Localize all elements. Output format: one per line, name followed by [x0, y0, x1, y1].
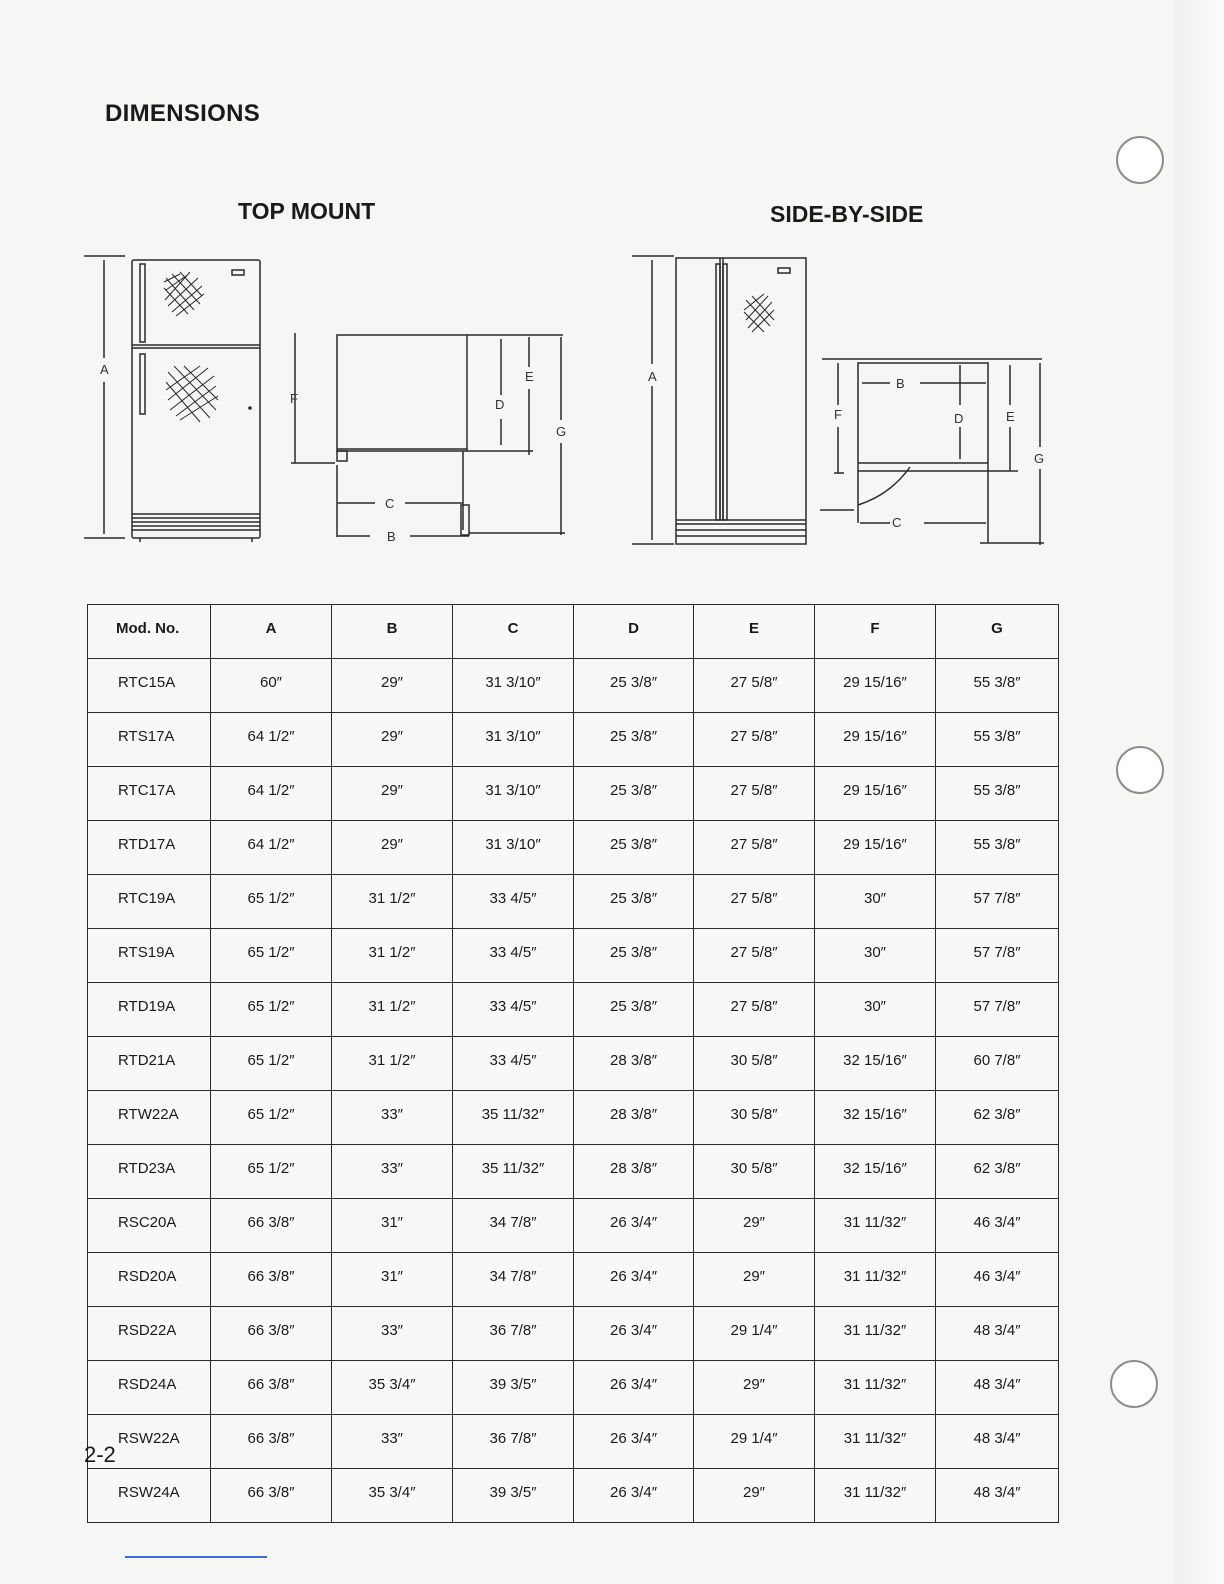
model-number-cell: RTD17A — [88, 821, 211, 875]
dimension-cell: 29″ — [694, 1469, 815, 1523]
bottom-blue-mark — [125, 1556, 267, 1558]
dimension-cell: 36 7/8″ — [453, 1415, 574, 1469]
dimension-cell: 29″ — [332, 767, 453, 821]
dimension-cell: 25 3/8″ — [574, 929, 694, 983]
top-mount-label-d: D — [495, 397, 505, 412]
dimension-cell: 31 11/32″ — [815, 1307, 936, 1361]
dimension-cell: 31 3/10″ — [453, 713, 574, 767]
side-by-side-label-b: B — [896, 376, 905, 391]
dimension-cell: 31 1/2″ — [332, 875, 453, 929]
dimension-cell: 39 3/5″ — [453, 1361, 574, 1415]
dimension-cell: 33″ — [332, 1145, 453, 1199]
dimension-cell: 29 1/4″ — [694, 1307, 815, 1361]
top-mount-side-diagram — [285, 325, 575, 550]
dimension-cell: 27 5/8″ — [694, 983, 815, 1037]
dimensions-table-body — [88, 659, 1059, 1523]
table-row — [88, 821, 1059, 875]
dimension-cell: 66 3/8″ — [211, 1199, 332, 1253]
table-row — [88, 1361, 1059, 1415]
dimension-cell: 66 3/8″ — [211, 1415, 332, 1469]
dimension-cell: 29″ — [694, 1199, 815, 1253]
dimension-cell: 33 4/5″ — [453, 929, 574, 983]
table-row — [88, 1469, 1059, 1523]
header-row — [88, 605, 1059, 659]
top-mount-title: TOP MOUNT — [238, 198, 376, 224]
dimension-cell: 27 5/8″ — [694, 821, 815, 875]
dimension-cell: 29″ — [694, 1253, 815, 1307]
dimension-cell: 31″ — [332, 1253, 453, 1307]
dimension-cell: 55 3/8″ — [936, 659, 1059, 713]
dimension-cell: 57 7/8″ — [936, 929, 1059, 983]
side-by-side-label-g: G — [1034, 451, 1045, 466]
dimension-cell: 26 3/4″ — [574, 1253, 694, 1307]
dimension-cell: 33″ — [332, 1091, 453, 1145]
column-header: F — [815, 605, 936, 659]
dimension-cell: 26 3/4″ — [574, 1307, 694, 1361]
model-number-cell: RTD23A — [88, 1145, 211, 1199]
dimension-cell: 28 3/8″ — [574, 1037, 694, 1091]
table-row — [88, 767, 1059, 821]
dimension-cell: 62 3/8″ — [936, 1145, 1059, 1199]
table-row — [88, 1037, 1059, 1091]
page-title: DIMENSIONS — [105, 100, 261, 127]
dimension-cell: 29″ — [694, 1361, 815, 1415]
dimension-cell: 31 1/2″ — [332, 1037, 453, 1091]
dimension-cell: 32 15/16″ — [815, 1037, 936, 1091]
model-number-cell: RTC17A — [88, 767, 211, 821]
dimension-cell: 29″ — [332, 821, 453, 875]
model-number-cell: RSW22A — [88, 1415, 211, 1469]
model-number-cell: RTS17A — [88, 713, 211, 767]
dimension-cell: 30″ — [815, 929, 936, 983]
dimension-cell: 29 15/16″ — [815, 713, 936, 767]
binder-hole-bottom — [1110, 1360, 1158, 1408]
dimension-cell: 66 3/8″ — [211, 1469, 332, 1523]
dimension-cell: 28 3/8″ — [574, 1091, 694, 1145]
dimension-cell: 65 1/2″ — [211, 875, 332, 929]
table-row — [88, 1253, 1059, 1307]
dimension-cell: 48 3/4″ — [936, 1469, 1059, 1523]
side-by-side-label-c: C — [892, 515, 902, 530]
dimension-cell: 33 4/5″ — [453, 875, 574, 929]
column-header: A — [211, 605, 332, 659]
table-row — [88, 1415, 1059, 1469]
dimension-cell: 46 3/4″ — [936, 1253, 1059, 1307]
dimensions-table-header — [88, 605, 1059, 659]
dimension-cell: 31″ — [332, 1199, 453, 1253]
page-edge — [1174, 0, 1224, 1584]
model-number-cell: RSD20A — [88, 1253, 211, 1307]
dimension-cell: 65 1/2″ — [211, 1145, 332, 1199]
dimension-cell: 28 3/8″ — [574, 1145, 694, 1199]
dimension-cell: 25 3/8″ — [574, 821, 694, 875]
dimension-cell: 31 11/32″ — [815, 1415, 936, 1469]
dimension-cell: 25 3/8″ — [574, 875, 694, 929]
model-number-cell: RTW22A — [88, 1091, 211, 1145]
dimension-cell: 31 11/32″ — [815, 1199, 936, 1253]
top-mount-label-b: B — [387, 529, 396, 544]
dimension-cell: 33 4/5″ — [453, 983, 574, 1037]
dimension-cell: 39 3/5″ — [453, 1469, 574, 1523]
model-number-cell: RSD24A — [88, 1361, 211, 1415]
dimension-cell: 31 11/32″ — [815, 1253, 936, 1307]
dimension-cell: 30 5/8″ — [694, 1091, 815, 1145]
dimension-cell: 31 3/10″ — [453, 767, 574, 821]
table-row — [88, 1199, 1059, 1253]
dimension-cell: 29″ — [332, 659, 453, 713]
model-number-cell: RTD21A — [88, 1037, 211, 1091]
dimension-cell: 29″ — [332, 713, 453, 767]
dimension-cell: 27 5/8″ — [694, 929, 815, 983]
dimension-cell: 25 3/8″ — [574, 767, 694, 821]
dimension-cell: 64 1/2″ — [211, 713, 332, 767]
table-row — [88, 983, 1059, 1037]
binder-hole-middle — [1116, 746, 1164, 794]
side-by-side-label-a: A — [648, 369, 657, 384]
dimension-cell: 33 4/5″ — [453, 1037, 574, 1091]
dimension-cell: 35 11/32″ — [453, 1091, 574, 1145]
model-number-cell: RSW24A — [88, 1469, 211, 1523]
dimension-cell: 66 3/8″ — [211, 1253, 332, 1307]
dimension-cell: 31 3/10″ — [453, 659, 574, 713]
model-number-cell: RSD22A — [88, 1307, 211, 1361]
dimension-cell: 25 3/8″ — [574, 983, 694, 1037]
table-row — [88, 1307, 1059, 1361]
table-row — [88, 929, 1059, 983]
dimension-cell: 31 1/2″ — [332, 929, 453, 983]
dimension-cell: 65 1/2″ — [211, 983, 332, 1037]
dimension-cell: 29 1/4″ — [694, 1415, 815, 1469]
dimensions-table — [87, 604, 1059, 1523]
dimension-cell: 27 5/8″ — [694, 875, 815, 929]
side-by-side-front-diagram — [628, 250, 818, 550]
dimension-cell: 66 3/8″ — [211, 1307, 332, 1361]
dimension-cell: 65 1/2″ — [211, 1091, 332, 1145]
dimension-cell: 48 3/4″ — [936, 1415, 1059, 1469]
dimension-cell: 27 5/8″ — [694, 659, 815, 713]
dimension-cell: 25 3/8″ — [574, 713, 694, 767]
dimension-cell: 32 15/16″ — [815, 1145, 936, 1199]
top-mount-front-diagram — [80, 250, 270, 550]
dimension-cell: 31 11/32″ — [815, 1469, 936, 1523]
table-row — [88, 1091, 1059, 1145]
dimension-cell: 25 3/8″ — [574, 659, 694, 713]
model-number-cell: RTC19A — [88, 875, 211, 929]
binder-hole-top — [1116, 136, 1164, 184]
column-header: E — [694, 605, 815, 659]
dimension-cell: 33″ — [332, 1415, 453, 1469]
dimension-cell: 30″ — [815, 875, 936, 929]
side-by-side-title: SIDE-BY-SIDE — [770, 201, 924, 227]
page-number: 2-2 — [84, 1442, 116, 1467]
dimension-cell: 62 3/8″ — [936, 1091, 1059, 1145]
dimension-cell: 29 15/16″ — [815, 821, 936, 875]
side-by-side-top-diagram — [820, 355, 1050, 550]
dimension-cell: 46 3/4″ — [936, 1199, 1059, 1253]
column-header: C — [453, 605, 574, 659]
dimension-cell: 34 7/8″ — [453, 1253, 574, 1307]
dimension-cell: 26 3/4″ — [574, 1361, 694, 1415]
dimension-cell: 33″ — [332, 1307, 453, 1361]
dimension-cell: 26 3/4″ — [574, 1199, 694, 1253]
side-by-side-label-f: F — [834, 407, 842, 422]
dimension-cell: 64 1/2″ — [211, 821, 332, 875]
column-header: G — [936, 605, 1059, 659]
column-header: B — [332, 605, 453, 659]
table-row — [88, 1145, 1059, 1199]
table-row — [88, 713, 1059, 767]
dimension-cell: 32 15/16″ — [815, 1091, 936, 1145]
top-mount-label-f: F — [290, 391, 298, 406]
dimension-cell: 36 7/8″ — [453, 1307, 574, 1361]
dimension-cell: 57 7/8″ — [936, 875, 1059, 929]
dimension-cell: 35 11/32″ — [453, 1145, 574, 1199]
model-number-cell: RSC20A — [88, 1199, 211, 1253]
dimension-cell: 26 3/4″ — [574, 1469, 694, 1523]
dimension-cell: 34 7/8″ — [453, 1199, 574, 1253]
dimension-cell: 66 3/8″ — [211, 1361, 332, 1415]
dimension-cell: 65 1/2″ — [211, 1037, 332, 1091]
dimension-cell: 30 5/8″ — [694, 1037, 815, 1091]
table-row — [88, 875, 1059, 929]
column-header: Mod. No. — [88, 605, 211, 659]
dimension-cell: 35 3/4″ — [332, 1361, 453, 1415]
dimension-cell: 48 3/4″ — [936, 1361, 1059, 1415]
dimension-cell: 29 15/16″ — [815, 659, 936, 713]
model-number-cell: RTC15A — [88, 659, 211, 713]
dimension-cell: 65 1/2″ — [211, 929, 332, 983]
dimension-cell: 55 3/8″ — [936, 767, 1059, 821]
dimension-cell: 35 3/4″ — [332, 1469, 453, 1523]
dimension-cell: 29 15/16″ — [815, 767, 936, 821]
dimension-cell: 48 3/4″ — [936, 1307, 1059, 1361]
dimension-cell: 57 7/8″ — [936, 983, 1059, 1037]
column-header: D — [574, 605, 694, 659]
side-by-side-label-e: E — [1006, 409, 1015, 424]
dimension-cell: 31 1/2″ — [332, 983, 453, 1037]
dimension-cell: 64 1/2″ — [211, 767, 332, 821]
dimension-cell: 30 5/8″ — [694, 1145, 815, 1199]
side-by-side-label-d: D — [954, 411, 964, 426]
top-mount-label-c: C — [385, 496, 395, 511]
dimension-cell: 55 3/8″ — [936, 821, 1059, 875]
dimension-cell: 60 7/8″ — [936, 1037, 1059, 1091]
dimension-cell: 31 3/10″ — [453, 821, 574, 875]
dimension-cell: 55 3/8″ — [936, 713, 1059, 767]
table-row — [88, 659, 1059, 713]
model-number-cell: RTS19A — [88, 929, 211, 983]
dimension-cell: 27 5/8″ — [694, 767, 815, 821]
top-mount-label-g: G — [556, 424, 567, 439]
dimension-cell: 31 11/32″ — [815, 1361, 936, 1415]
top-mount-label-e: E — [525, 369, 534, 384]
model-number-cell: RTD19A — [88, 983, 211, 1037]
dimension-cell: 27 5/8″ — [694, 713, 815, 767]
top-mount-label-a: A — [100, 362, 109, 377]
dimension-cell: 60″ — [211, 659, 332, 713]
dimension-cell: 30″ — [815, 983, 936, 1037]
dimension-cell: 26 3/4″ — [574, 1415, 694, 1469]
